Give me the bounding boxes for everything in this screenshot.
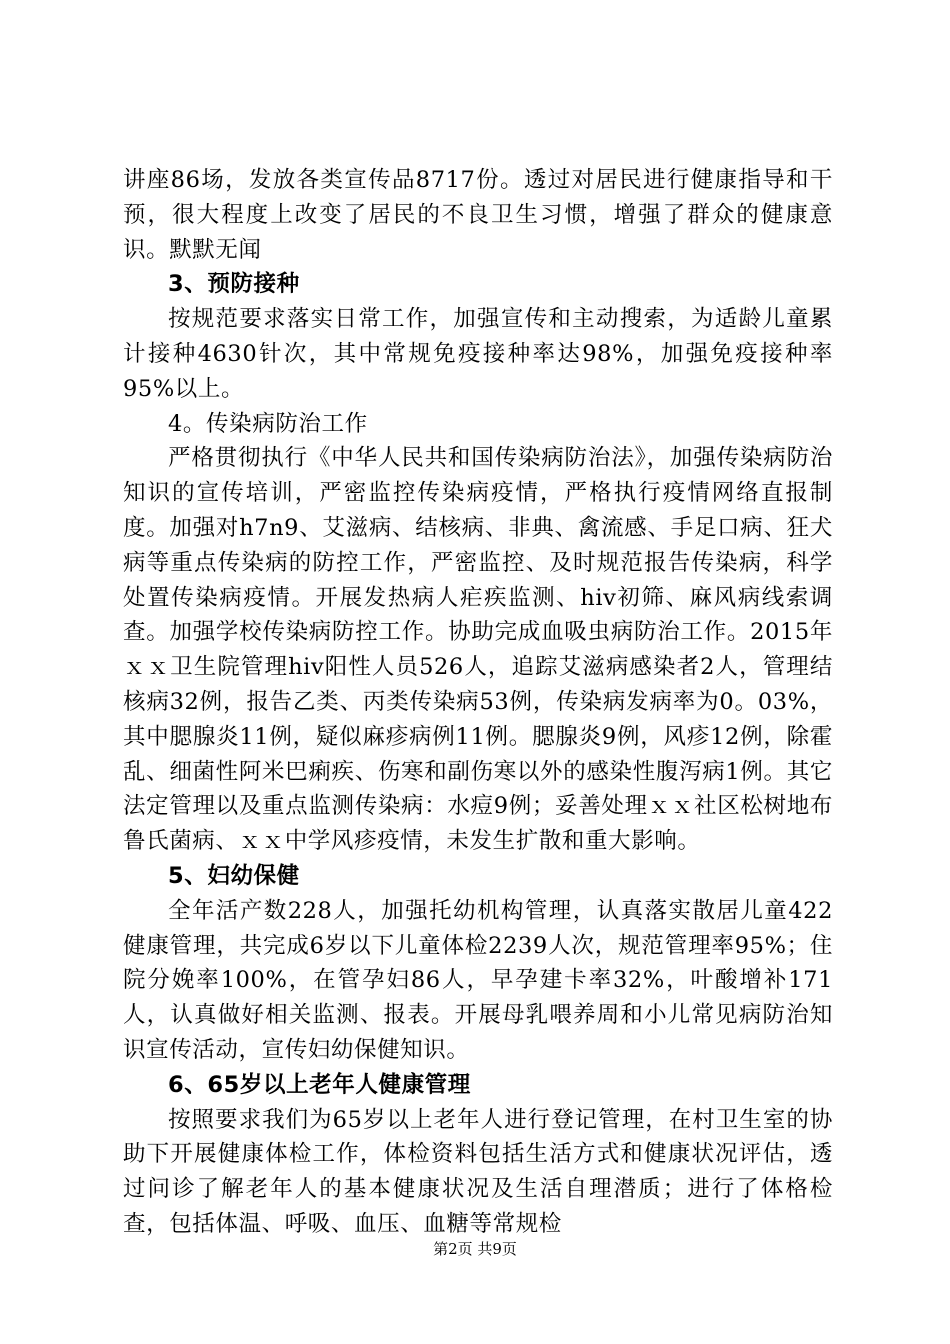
paragraph-elderly: 按照要求我们为65岁以上老年人进行登记管理，在村卫生室的协助下开展健康体检工作，体检资料包括生活方式和健康状况评估，透过问诊了解老年人的基本健康状况及生活自理潜质；进行了体格检查，包括体温、呼吸、血压、血糖等常规检 — [123, 1106, 833, 1237]
document-body — [123, 163, 833, 1242]
page-number-footer: 第2页 共9页 — [433, 1240, 517, 1258]
paragraph-infectious-disease: 严格贯彻执行《中华人民共和国传染病防治法》，加强传染病防治知识的宣传培训，严密监控传染病疫情，严格执行疫情网络直报制度。加强对h7n9、艾滋病、结核病、非典、禽流感、手足口病、狂犬病等重点传染病的防控工作，严密监控、及时规范报告传染病，科学处置传染病疫情。开展发热病人疟疾监测、hiv初筛、麻风病线索调查。加强学校传染病防控工作。协助完成血吸虫病防治工作。2015年ｘｘ卫生院管理hiv阳性人员526人，追踪艾滋病感染者2人，管理结核病32例，报告乙类、丙类传染病53例，传染病发病率为0。03%，其中腮腺炎11例，疑似麻疹病例11例。腮腺炎9例，风疹12例，除霍乱、细菌性阿米巴痢疾、伤寒和副伤寒以外的感染性腹泻病1例。其它法定管理以及重点监测传染病：水痘9例；妥善处理ｘｘ社区松树地布鲁氏菌病、ｘｘ中学风疹疫情，未发生扩散和重大影响。 — [123, 445, 833, 855]
paragraph-maternal-child: 全年活产数228人，加强托幼机构管理，认真落实散居儿童422健康管理，共完成6岁以下儿童体检2239人次，规范管理率95%；住院分娩率100%，在管孕妇86人，早孕建卡率32%，叶酸增补171人，认真做好相关监测、报表。开展母乳喂养周和小儿常见病防治知识宣传活动，宣传妇幼保健知识。 — [123, 897, 833, 1063]
section-heading-infectious-disease: 4。传染病防治工作 — [168, 410, 368, 437]
section-heading-maternal-child: 5、妇幼保健 — [168, 862, 300, 889]
paragraph-continuation: 讲座86场，发放各类宣传品8717份。透过对居民进行健康指导和干预，很大程度上改变了居民的不良卫生习惯，增强了群众的健康意识。默默无闻 — [123, 167, 833, 263]
section-heading-elderly: 6、65岁以上老年人健康管理 — [168, 1071, 471, 1098]
section-heading-vaccination: 3、预防接种 — [168, 271, 300, 298]
paragraph-vaccination: 按规范要求落实日常工作，加强宣传和主动搜索，为适龄儿童累计接种4630针次，其中常规免疫接种率达98%，加强免疫接种率95%以上。 — [123, 306, 833, 402]
